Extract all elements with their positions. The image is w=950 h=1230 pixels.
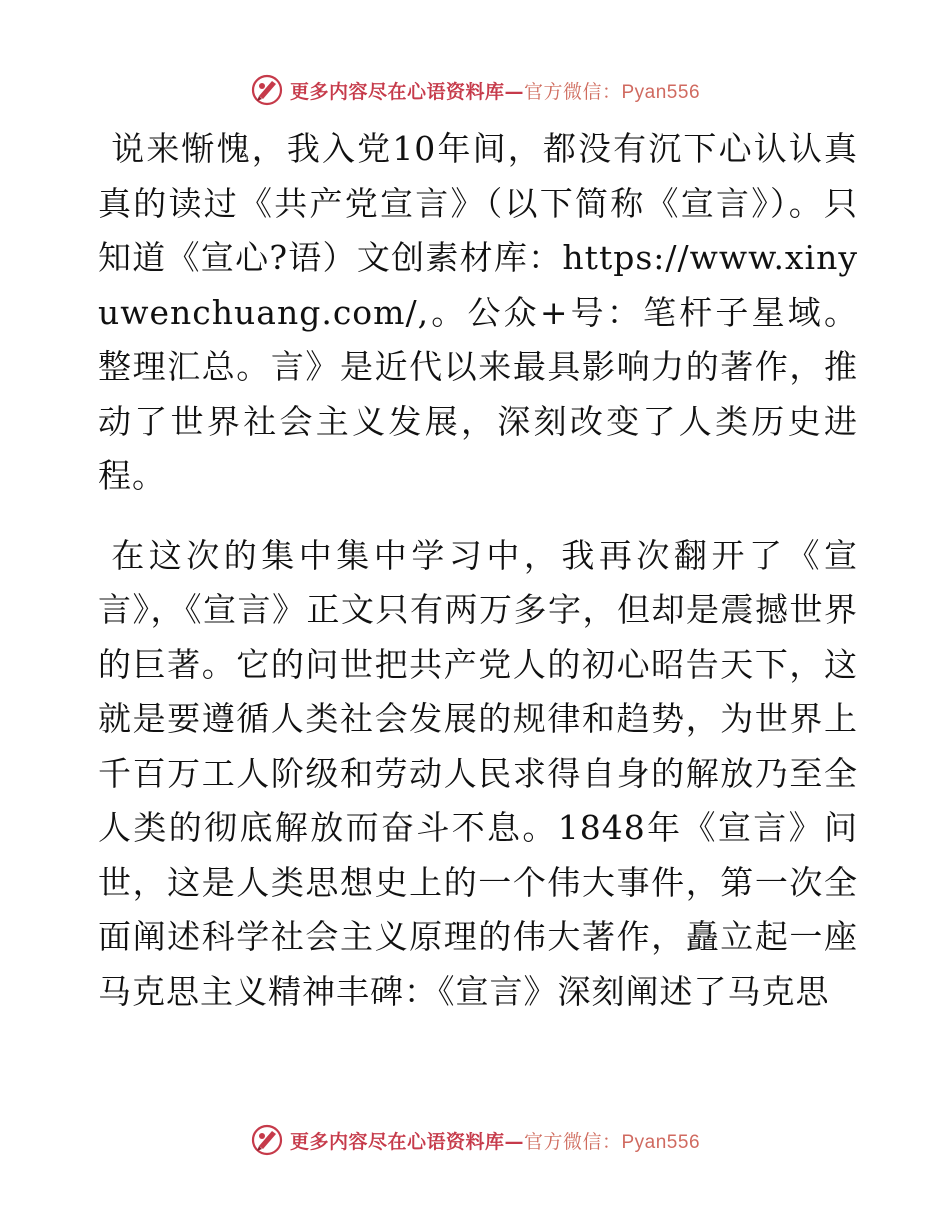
xinyu-logo-icon bbox=[250, 1123, 284, 1157]
banner-wechat-label: 官方微信： bbox=[523, 1130, 622, 1153]
document-body bbox=[98, 122, 858, 1044]
xinyu-logo-icon bbox=[250, 73, 284, 107]
banner-main-text: 更多内容尽在心语资料库— bbox=[289, 80, 524, 103]
banner-wechat-id: Pyan556 bbox=[621, 1131, 701, 1153]
banner-wechat-id: Pyan556 bbox=[621, 81, 701, 103]
footer-banner bbox=[0, 1120, 950, 1160]
paragraph-2: 在这次的集中集中学习中，我再次翻开了《宣言》，《宣言》正文只有两万多字，但却是震撼世界的巨著。它的问世把共产党人的初心昭告天下，这就是要遵循人类社会发展的规律和趋势，为世界上千百万工人阶级和劳动人民求得自身的解放乃至全人类的彻底解放而奋斗不息。1848年《宣言》问世，这是人类思想史上的一个伟大事件，第一次全面阐述科学社会主义原理的伟大著作，矗立起一座马克思主义精神丰碑：《宣言》深刻阐述了马克思 bbox=[98, 535, 858, 1011]
banner-text bbox=[290, 1127, 700, 1154]
header-banner bbox=[0, 70, 950, 110]
banner-text bbox=[290, 77, 700, 104]
banner-main-text: 更多内容尽在心语资料库— bbox=[289, 1130, 524, 1153]
paragraph-1: 说来惭愧，我入党10年间，都没有沉下心认认真真的读过《共产党宣言》（以下简称《宣言》）。只知道《宣心?语）文创素材库：https://www.xinyuwenchuang.com/,。公众+号：笔杆子星域。整理汇总。言》是近代以来最具影响力的著作，推动了世界社会主义发展，深刻改变了人类历史进程。 bbox=[98, 129, 858, 495]
banner-wechat-label: 官方微信： bbox=[523, 80, 622, 103]
